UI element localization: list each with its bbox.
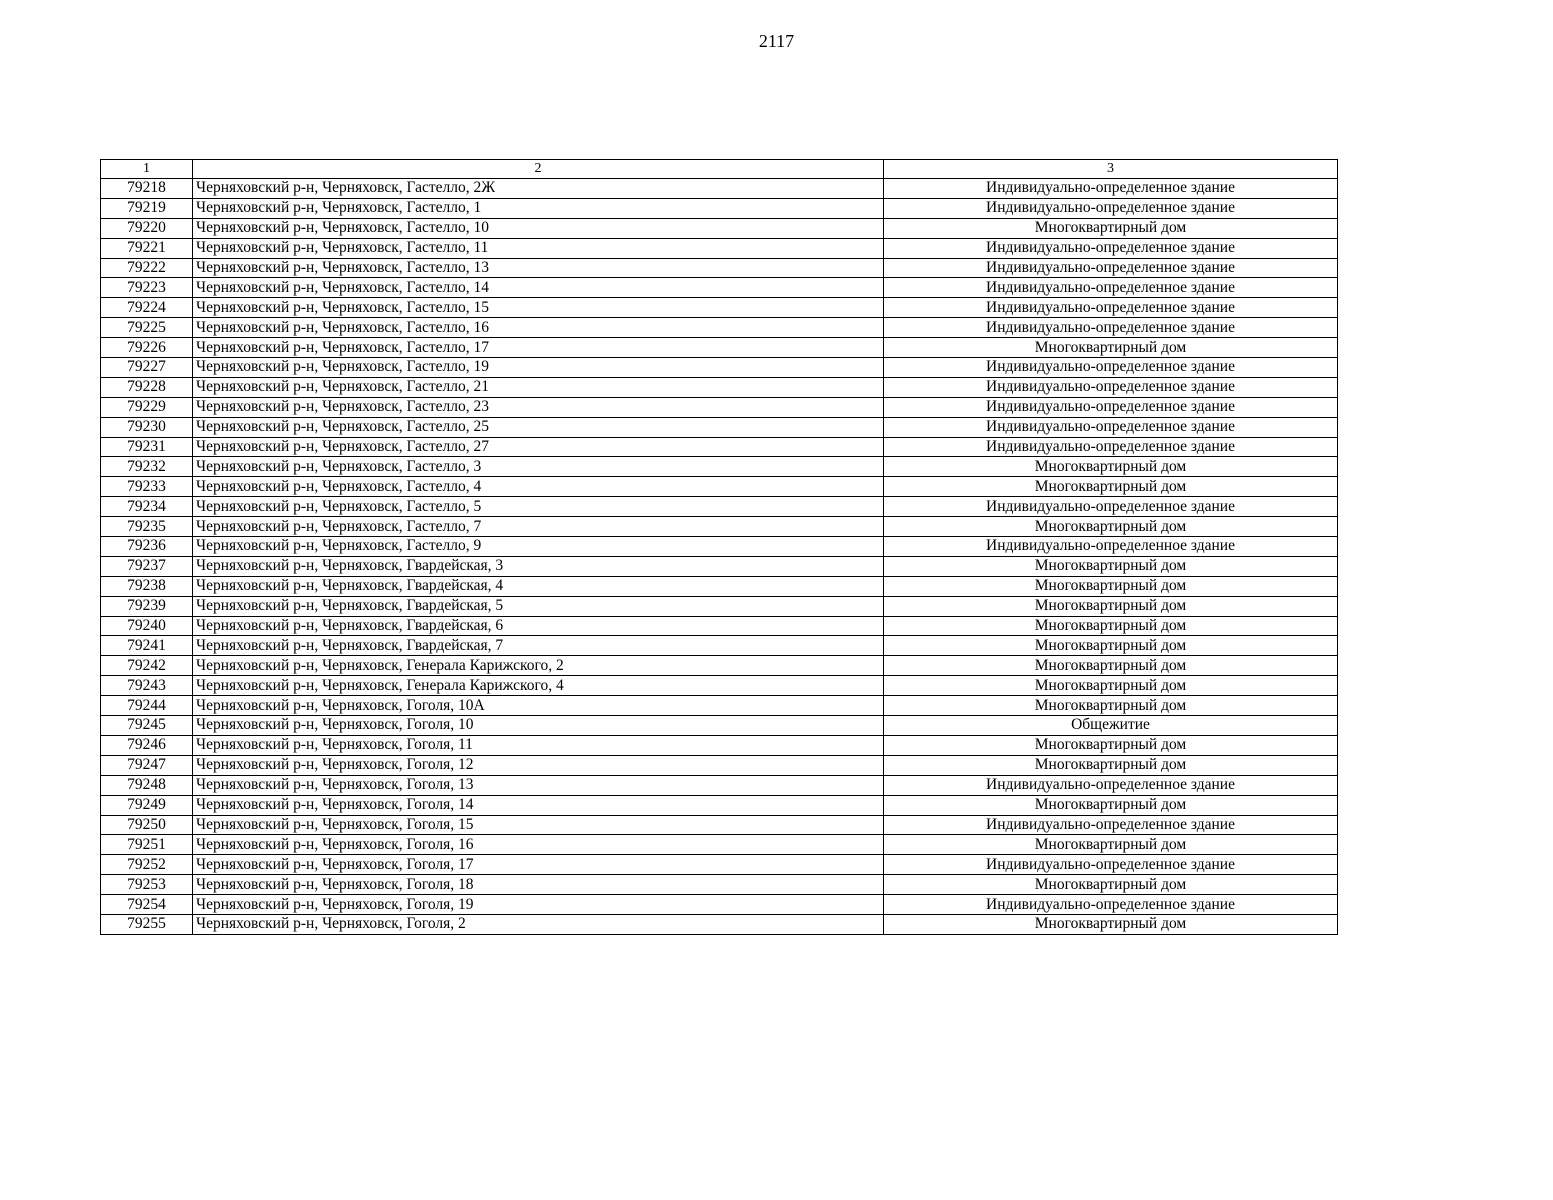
row-id-cell: 79255	[101, 914, 193, 934]
row-id-cell: 79246	[101, 735, 193, 755]
table-row	[101, 497, 1338, 517]
table-row	[101, 716, 1338, 736]
row-building-type-cell: Многоквартирный дом	[884, 875, 1338, 895]
row-id-cell: 79244	[101, 696, 193, 716]
row-address-cell: Черняховский р-н, Черняховск, Гоголя, 13	[193, 775, 884, 795]
row-address-cell: Черняховский р-н, Черняховск, Генерала Карижского, 4	[193, 676, 884, 696]
row-id-cell: 79228	[101, 377, 193, 397]
row-id-cell: 79236	[101, 537, 193, 557]
table-row	[101, 417, 1338, 437]
row-id-cell: 79224	[101, 298, 193, 318]
row-address-cell: Черняховский р-н, Черняховск, Гвардейская, 4	[193, 576, 884, 596]
row-id-cell: 79243	[101, 676, 193, 696]
row-id-cell: 79245	[101, 716, 193, 736]
table-row	[101, 437, 1338, 457]
table-row	[101, 298, 1338, 318]
table-row	[101, 238, 1338, 258]
table-row	[101, 875, 1338, 895]
row-address-cell: Черняховский р-н, Черняховск, Гоголя, 15	[193, 815, 884, 835]
row-address-cell: Черняховский р-н, Черняховск, Гвардейская, 3	[193, 556, 884, 576]
column-header-1: 1	[101, 160, 193, 179]
row-building-type-cell: Многоквартирный дом	[884, 596, 1338, 616]
row-building-type-cell: Индивидуально-определенное здание	[884, 278, 1338, 298]
table-row	[101, 895, 1338, 915]
table-row	[101, 278, 1338, 298]
table-row	[101, 477, 1338, 497]
table-row	[101, 835, 1338, 855]
row-building-type-cell: Индивидуально-определенное здание	[884, 179, 1338, 199]
row-address-cell: Черняховский р-н, Черняховск, Гастелло, 5	[193, 497, 884, 517]
row-address-cell: Черняховский р-н, Черняховск, Гвардейская, 6	[193, 616, 884, 636]
row-address-cell: Черняховский р-н, Черняховск, Гастелло, 16	[193, 318, 884, 338]
table-row	[101, 656, 1338, 676]
row-id-cell: 79239	[101, 596, 193, 616]
row-building-type-cell: Индивидуально-определенное здание	[884, 497, 1338, 517]
row-id-cell: 79227	[101, 358, 193, 378]
row-address-cell: Черняховский р-н, Черняховск, Гоголя, 19	[193, 895, 884, 915]
row-id-cell: 79235	[101, 517, 193, 537]
row-id-cell: 79222	[101, 258, 193, 278]
row-id-cell: 79251	[101, 835, 193, 855]
row-id-cell: 79238	[101, 576, 193, 596]
row-id-cell: 79248	[101, 775, 193, 795]
row-address-cell: Черняховский р-н, Черняховск, Гоголя, 11	[193, 735, 884, 755]
row-address-cell: Черняховский р-н, Черняховск, Гоголя, 10А	[193, 696, 884, 716]
row-address-cell: Черняховский р-н, Черняховск, Гастелло, 10	[193, 218, 884, 238]
row-building-type-cell: Многоквартирный дом	[884, 218, 1338, 238]
row-address-cell: Черняховский р-н, Черняховск, Гоголя, 14	[193, 795, 884, 815]
row-building-type-cell: Многоквартирный дом	[884, 616, 1338, 636]
row-building-type-cell: Индивидуально-определенное здание	[884, 417, 1338, 437]
row-building-type-cell: Индивидуально-определенное здание	[884, 815, 1338, 835]
row-address-cell: Черняховский р-н, Черняховск, Гастелло, 4	[193, 477, 884, 497]
table-row	[101, 218, 1338, 238]
table-row	[101, 855, 1338, 875]
row-building-type-cell: Многоквартирный дом	[884, 914, 1338, 934]
row-building-type-cell: Многоквартирный дом	[884, 795, 1338, 815]
row-id-cell: 79230	[101, 417, 193, 437]
row-address-cell: Черняховский р-н, Черняховск, Гоголя, 17	[193, 855, 884, 875]
column-header-3: 3	[884, 160, 1338, 179]
row-address-cell: Черняховский р-н, Черняховск, Гоголя, 18	[193, 875, 884, 895]
row-building-type-cell: Многоквартирный дом	[884, 676, 1338, 696]
row-building-type-cell: Многоквартирный дом	[884, 556, 1338, 576]
row-building-type-cell: Индивидуально-определенное здание	[884, 318, 1338, 338]
table-row	[101, 318, 1338, 338]
page-number: 2117	[758, 31, 795, 51]
row-address-cell: Черняховский р-н, Черняховск, Гастелло, 15	[193, 298, 884, 318]
row-building-type-cell: Многоквартирный дом	[884, 517, 1338, 537]
row-address-cell: Черняховский р-н, Черняховск, Гастелло, 21	[193, 377, 884, 397]
table-row	[101, 358, 1338, 378]
row-address-cell: Черняховский р-н, Черняховск, Гастелло, 11	[193, 238, 884, 258]
row-id-cell: 79219	[101, 198, 193, 218]
table-row	[101, 397, 1338, 417]
row-address-cell: Черняховский р-н, Черняховск, Генерала Карижского, 2	[193, 656, 884, 676]
row-building-type-cell: Индивидуально-определенное здание	[884, 895, 1338, 915]
row-building-type-cell: Индивидуально-определенное здание	[884, 358, 1338, 378]
row-address-cell: Черняховский р-н, Черняховск, Гастелло, 9	[193, 537, 884, 557]
row-address-cell: Черняховский р-н, Черняховск, Гоголя, 10	[193, 716, 884, 736]
row-building-type-cell: Индивидуально-определенное здание	[884, 198, 1338, 218]
row-address-cell: Черняховский р-н, Черняховск, Гастелло, 19	[193, 358, 884, 378]
row-id-cell: 79225	[101, 318, 193, 338]
row-address-cell: Черняховский р-н, Черняховск, Гастелло, 23	[193, 397, 884, 417]
table-row	[101, 914, 1338, 934]
registry-table	[100, 159, 1338, 935]
row-building-type-cell: Многоквартирный дом	[884, 835, 1338, 855]
table-row	[101, 795, 1338, 815]
row-building-type-cell: Многоквартирный дом	[884, 696, 1338, 716]
row-id-cell: 79253	[101, 875, 193, 895]
row-building-type-cell: Индивидуально-определенное здание	[884, 258, 1338, 278]
table-row	[101, 676, 1338, 696]
row-id-cell: 79254	[101, 895, 193, 915]
row-building-type-cell: Многоквартирный дом	[884, 636, 1338, 656]
row-building-type-cell: Индивидуально-определенное здание	[884, 377, 1338, 397]
row-building-type-cell: Индивидуально-определенное здание	[884, 397, 1338, 417]
row-id-cell: 79247	[101, 755, 193, 775]
table-row	[101, 755, 1338, 775]
table-row	[101, 556, 1338, 576]
table-row	[101, 636, 1338, 656]
row-address-cell: Черняховский р-н, Черняховск, Гастелло, 27	[193, 437, 884, 457]
row-id-cell: 79229	[101, 397, 193, 417]
table-row	[101, 457, 1338, 477]
registry-table-body	[101, 160, 1338, 935]
row-address-cell: Черняховский р-н, Черняховск, Гоголя, 12	[193, 755, 884, 775]
row-address-cell: Черняховский р-н, Черняховск, Гастелло, 13	[193, 258, 884, 278]
row-id-cell: 79242	[101, 656, 193, 676]
row-building-type-cell: Индивидуально-определенное здание	[884, 537, 1338, 557]
table-row	[101, 377, 1338, 397]
row-address-cell: Черняховский р-н, Черняховск, Гастелло, 1	[193, 198, 884, 218]
row-building-type-cell: Индивидуально-определенное здание	[884, 775, 1338, 795]
row-building-type-cell: Многоквартирный дом	[884, 656, 1338, 676]
row-id-cell: 79223	[101, 278, 193, 298]
table-row	[101, 537, 1338, 557]
row-id-cell: 79241	[101, 636, 193, 656]
table-row	[101, 517, 1338, 537]
row-id-cell: 79226	[101, 338, 193, 358]
row-id-cell: 79250	[101, 815, 193, 835]
row-building-type-cell: Индивидуально-определенное здание	[884, 437, 1338, 457]
table-row	[101, 775, 1338, 795]
row-building-type-cell: Многоквартирный дом	[884, 755, 1338, 775]
table-row	[101, 815, 1338, 835]
row-id-cell: 79233	[101, 477, 193, 497]
row-building-type-cell: Многоквартирный дом	[884, 457, 1338, 477]
row-address-cell: Черняховский р-н, Черняховск, Гоголя, 2	[193, 914, 884, 934]
row-id-cell: 79221	[101, 238, 193, 258]
row-address-cell: Черняховский р-н, Черняховск, Гвардейская, 7	[193, 636, 884, 656]
row-address-cell: Черняховский р-н, Черняховск, Гоголя, 16	[193, 835, 884, 855]
row-id-cell: 79237	[101, 556, 193, 576]
table-row	[101, 576, 1338, 596]
table-row	[101, 596, 1338, 616]
row-building-type-cell: Многоквартирный дом	[884, 576, 1338, 596]
table-row	[101, 198, 1338, 218]
row-building-type-cell: Многоквартирный дом	[884, 338, 1338, 358]
table-row	[101, 338, 1338, 358]
row-address-cell: Черняховский р-н, Черняховск, Гастелло, 25	[193, 417, 884, 437]
row-address-cell: Черняховский р-н, Черняховск, Гастелло, 14	[193, 278, 884, 298]
table-header-row	[101, 160, 1338, 179]
row-building-type-cell: Многоквартирный дом	[884, 735, 1338, 755]
table-row	[101, 179, 1338, 199]
row-building-type-cell: Индивидуально-определенное здание	[884, 298, 1338, 318]
row-id-cell: 79218	[101, 179, 193, 199]
table-row	[101, 616, 1338, 636]
row-building-type-cell: Индивидуально-определенное здание	[884, 238, 1338, 258]
row-id-cell: 79232	[101, 457, 193, 477]
row-address-cell: Черняховский р-н, Черняховск, Гастелло, 7	[193, 517, 884, 537]
row-id-cell: 79252	[101, 855, 193, 875]
row-address-cell: Черняховский р-н, Черняховск, Гастелло, 17	[193, 338, 884, 358]
row-building-type-cell: Общежитие	[884, 716, 1338, 736]
row-id-cell: 79240	[101, 616, 193, 636]
row-id-cell: 79231	[101, 437, 193, 457]
row-id-cell: 79249	[101, 795, 193, 815]
column-header-2: 2	[193, 160, 884, 179]
table-row	[101, 735, 1338, 755]
row-building-type-cell: Многоквартирный дом	[884, 477, 1338, 497]
table-row	[101, 258, 1338, 278]
table-row	[101, 696, 1338, 716]
row-id-cell: 79234	[101, 497, 193, 517]
row-address-cell: Черняховский р-н, Черняховск, Гвардейская, 5	[193, 596, 884, 616]
row-address-cell: Черняховский р-н, Черняховск, Гастелло, 2Ж	[193, 179, 884, 199]
row-building-type-cell: Индивидуально-определенное здание	[884, 855, 1338, 875]
row-id-cell: 79220	[101, 218, 193, 238]
row-address-cell: Черняховский р-н, Черняховск, Гастелло, 3	[193, 457, 884, 477]
